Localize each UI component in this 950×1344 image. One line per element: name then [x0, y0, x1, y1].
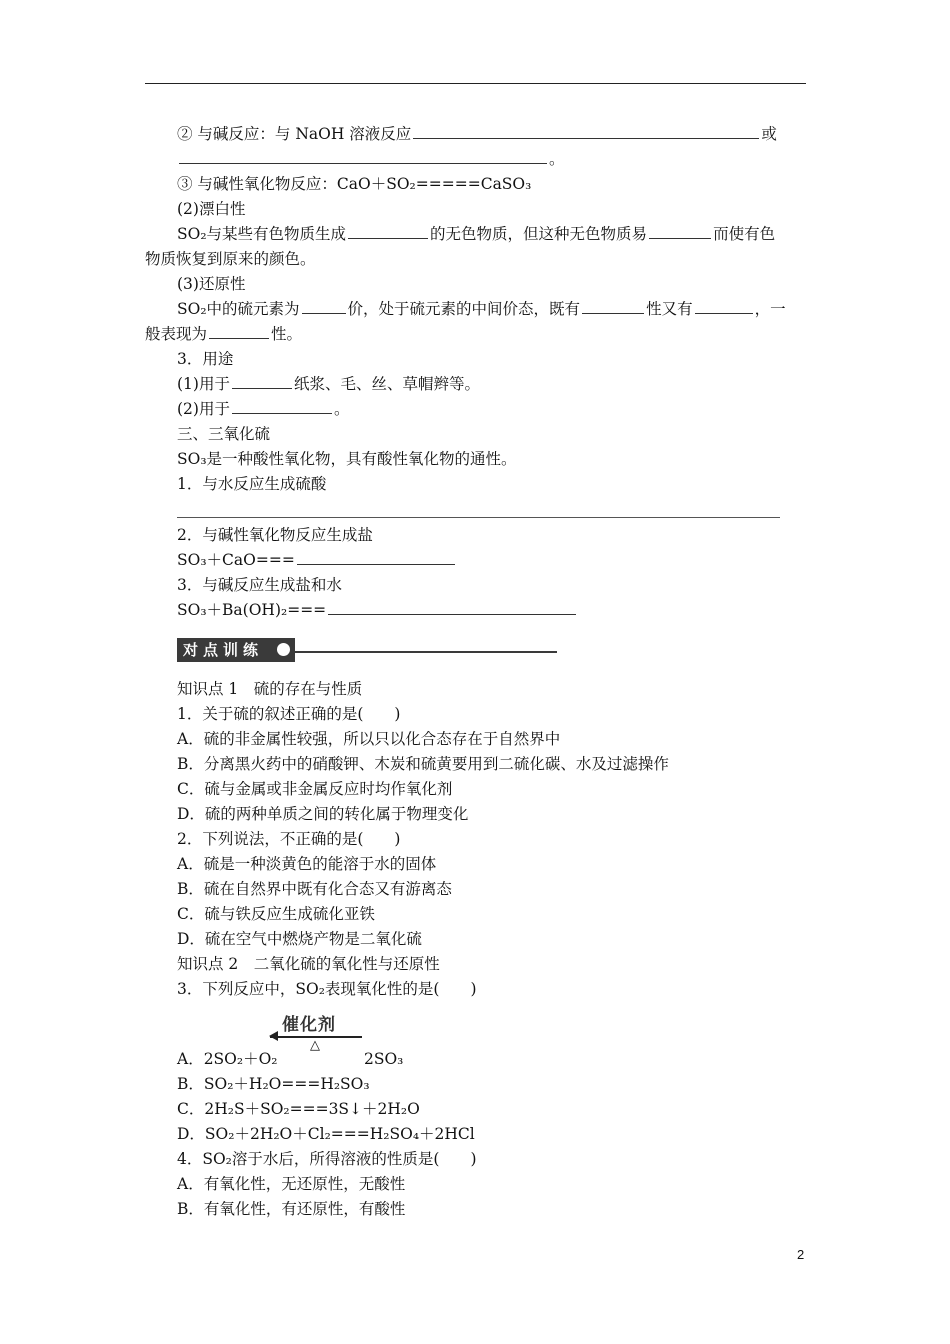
question-1-option-c: C．硫与金属或非金属反应时均作氧化剂 — [177, 780, 453, 798]
answer-blank — [328, 600, 576, 615]
question-4-option-b: B．有氧化性，有还原性，有酸性 — [177, 1200, 406, 1218]
line-valence-2 — [145, 323, 302, 345]
answer-blank — [297, 550, 455, 565]
text: 的无色物质，但这种无色物质易 — [430, 225, 648, 243]
question-2-option-d: D．硫在空气中燃烧产物是二氧化硫 — [177, 930, 422, 948]
catalyst-label: 催化剂 — [282, 1015, 336, 1035]
text: ② 与碱反应：与 NaOH 溶液反应 — [177, 125, 412, 143]
line-bleaching-2: 物质恢复到原来的颜色。 — [145, 250, 316, 268]
answer-blank — [348, 224, 428, 239]
answer-blank — [695, 299, 753, 314]
section-header — [177, 638, 557, 662]
answer-blank — [179, 149, 547, 164]
header-rule — [145, 83, 806, 84]
question-4-option-a: A．有氧化性，无还原性，无酸性 — [177, 1175, 406, 1193]
heat-triangle-icon: △ — [310, 1038, 320, 1053]
answer-blank — [232, 399, 332, 414]
answer-blank — [582, 299, 644, 314]
knowledge-point-2: 知识点 2 二氧化硫的氧化性与还原性 — [177, 955, 440, 973]
question-1-option-a: A．硫的非金属性较强，所以只以化合态存在于自然界中 — [177, 730, 561, 748]
reaction-condition — [270, 1012, 365, 1053]
section-title: 对点训练 — [177, 638, 295, 662]
answer-blank — [209, 324, 269, 339]
answer-blank — [413, 124, 759, 139]
page-number: 2 — [797, 1247, 805, 1262]
heading-so3: 三、三氧化硫 — [177, 425, 271, 443]
text: SO₂与某些有色物质生成 — [177, 225, 347, 243]
line-use-1 — [177, 373, 480, 395]
question-1-option-d: D．硫的两种单质之间的转化属于物理变化 — [177, 805, 469, 823]
question-2: 2．下列说法，不正确的是( ) — [177, 830, 401, 848]
line-so3-baoh — [177, 599, 578, 621]
section-rule — [295, 651, 557, 653]
answer-blank — [302, 299, 346, 314]
text: 般表现为 — [145, 325, 208, 343]
question-2-option-a: A．硫是一种淡黄色的能溶于水的固体 — [177, 855, 437, 873]
line-basic-oxide: ③ 与碱性氧化物反应：CaO＋SO₂=====CaSO₃ — [177, 175, 532, 193]
line-so3-intro: SO₃是一种酸性氧化物，具有酸性氧化物的通性。 — [177, 450, 517, 468]
text: 。 — [333, 400, 350, 418]
text: SO₂中的硫元素为 — [177, 300, 300, 318]
text: 纸浆、毛、丝、草帽辫等。 — [293, 375, 480, 393]
text: 。 — [549, 150, 565, 168]
text: SO₃＋CaO=== — [177, 551, 295, 569]
question-3-option-a-left: A．2SO₂＋O₂ — [177, 1050, 278, 1068]
question-3: 3．下列反应中，SO₂表现氧化性的是( ) — [177, 980, 477, 998]
question-2-option-b: B．硫在自然界中既有化合态又有游离态 — [177, 880, 452, 898]
text: ，一 — [754, 300, 786, 318]
question-4: 4．SO₂溶于水后，所得溶液的性质是( ) — [177, 1150, 477, 1168]
line-valence — [177, 298, 786, 320]
answer-blank — [232, 374, 292, 389]
heading-bleaching: (2)漂白性 — [177, 200, 246, 218]
line-bleaching — [177, 223, 775, 245]
question-2-option-c: C．硫与铁反应生成硫化亚铁 — [177, 905, 375, 923]
text: 而使有色 — [713, 225, 776, 243]
question-1-option-b: B．分离黑火药中的硝酸钾、木炭和硫黄要用到二硫化碳、水及过滤操作 — [177, 755, 669, 773]
answer-blank-full — [177, 517, 780, 518]
circle-icon — [277, 643, 290, 656]
text: 价，处于硫元素的中间价态，既有 — [347, 300, 581, 318]
line-base-reaction — [177, 123, 777, 145]
question-3-option-d: D．SO₂＋2H₂O＋Cl₂===H₂SO₄＋2HCl — [177, 1125, 475, 1143]
line-use-2 — [177, 398, 349, 420]
question-3-option-b: B．SO₂＋H₂O===H₂SO₃ — [177, 1075, 370, 1093]
text: 或 — [761, 125, 777, 143]
text: 性又有 — [646, 300, 693, 318]
line-so3-cao — [177, 549, 457, 571]
text: (2)用于 — [177, 400, 230, 418]
question-3-option-a-right: 2SO₃ — [364, 1050, 404, 1068]
text: SO₃＋Ba(OH)₂=== — [177, 601, 327, 619]
arrow-left-icon — [269, 1031, 278, 1041]
line-so3-base: 3．与碱反应生成盐和水 — [177, 576, 342, 594]
question-1: 1．关于硫的叙述正确的是( ) — [177, 705, 401, 723]
text: (1)用于 — [177, 375, 230, 393]
question-3-option-c: C．2H₂S＋SO₂===3S↓＋2H₂O — [177, 1100, 420, 1118]
knowledge-point-1: 知识点 1 硫的存在与性质 — [177, 680, 363, 698]
heading-reducing: (3)还原性 — [177, 275, 246, 293]
line-base-reaction-2 — [177, 148, 565, 170]
line-so3-oxide: 2．与碱性氧化物反应生成盐 — [177, 526, 373, 544]
answer-blank — [649, 224, 711, 239]
line-so3-water: 1．与水反应生成硫酸 — [177, 475, 327, 493]
heading-uses: 3．用途 — [177, 350, 234, 368]
text: 性。 — [271, 325, 303, 343]
